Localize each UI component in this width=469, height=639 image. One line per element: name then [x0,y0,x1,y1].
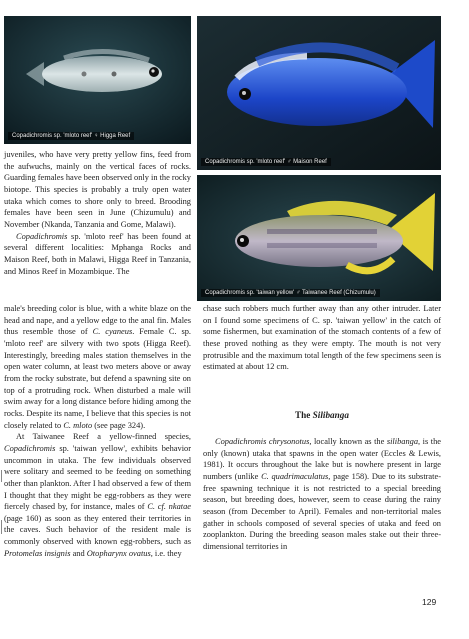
text-column-left-top [4,149,191,277]
photo-male-mloto-reef [197,16,441,170]
photo-male-taiwan-yellow [197,175,441,301]
paragraph-silibanga: Copadichromis chrysonotus, locally known as the silibanga, is the only (known) utaka that spawns in the open water (Eccles & Lewis, 1981). It occurs throughout the lake but is nowhere present in large numbers (unlike C. quadrimaculatus, page 158). Due to its substrate-free spawning technique it is not restricted to a special breeding season, but breeding does, however, seem to cease during the rainy season (from December to April). Females and non-territorial males gather in schools composed of several species of utaka and feed on zooplankton. During the breeding season males stake out their three-dimensional territories in [203,437,441,551]
text-column-right-bottom [203,436,441,553]
margin-mark [1,520,2,534]
page-number: 129 [422,597,437,607]
section-heading-silibanga: The Silibanga [295,410,349,420]
paragraph-juveniles: juveniles, who have very pretty yellow fins, feed from the aufwuchs, mainly on the vertical faces of rocks. Guarding females have been observed only in the rocky biotope. This species is probably a truly open water utaka which comes to shore only to breed. Brooding females have been seen in June (Chizumulu) and November (Nkanda, Tanzania and Gome, Malawi). [4,150,191,229]
photo-caption: Copadichromis sp. 'taiwan yellow' ♂ Taiwanee Reef (Chizumulu) [201,289,380,297]
text-column-left-middle [4,303,191,559]
paragraph-egg-robbers: chase such robbers much further away than any other intruder. Later on I found some specimens of C. sp. 'taiwan yellow' in the catch of some fishermen, but examination of the stomach contents of a few of these proved nothing as they were empty. The mouth is not very protrusible and the maximum total length of the few specimens seen is estimated at about 12 cm. [203,304,441,372]
photo-caption: Copadichromis sp. 'mloto reef' ♀ Higga Reef [8,132,134,140]
photo-caption: Copadichromis sp. 'mloto reef' ♂ Maison Reef [201,158,331,166]
margin-mark [1,470,2,482]
text-column-right-top [203,303,441,373]
photo-female-mloto-reef [4,16,191,144]
paragraph-taiwan-yellow: At Taiwanee Reef a yellow-finned species, Copadichromis sp. 'taiwan yellow', exhibits behavior uncommon in utaka. The few individuals observed were solitary and seemed to be feeding on something other than plankton. After I had observed a few of them I thought that they might be egg-robbers as they were fiercely chased by, for instance, males of C. cf. nkatae (page 160) as soon as they entered their territories in the caves. Such behavior of the resident male is commonly observed with known egg-robbers, such as Protomelas insignis and Otopharynx ovatus, i.e. they [4,432,191,558]
paragraph-mloto-reef: Copadichromis sp. 'mloto reef' has been found at several different localities: Mphanga Rocks and Maison Reef, both in Malawi, Higga Reef in Tanzania, and Minos Reef in Mozambique. The [4,231,191,276]
paragraph-male-color: male's breeding color is blue, with a white blaze on the head and nape, and a yellow edge to the anal fin. Males thus resemble those of C. cyaneus. Female C. sp. 'mloto reef' are silvery with two spots (Higga Reef). Interestingly, breeding males station themselves in the open water column, at least two meters above or away from the rocky substrate, but defend a spawning site on top of a protruding rock. When disturbed a male will swim away for a long distance before hiding among the rocks. Despite its name, I believe that this species is not closely related to C. mloto (see page 324). [4,304,191,430]
